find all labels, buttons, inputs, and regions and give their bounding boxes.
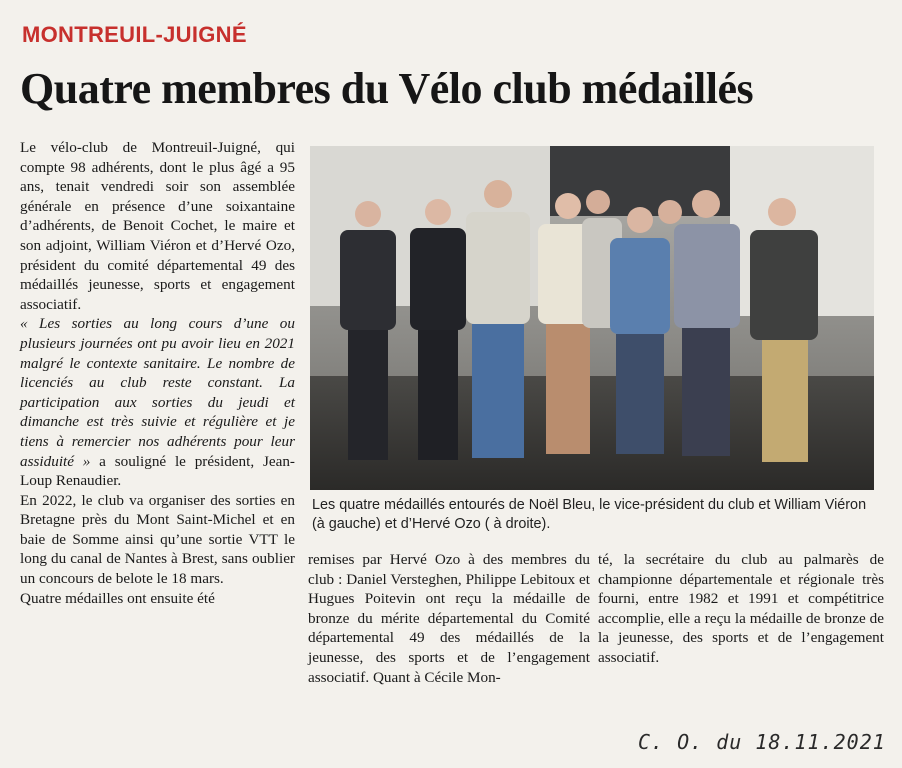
article-paragraph: En 2022, le club va organiser des sorties en Bretagne près du Mont Saint-Michel et en baie de Somme ainsi qu’une sortie VTT le long du canal de Nantes à Brest, sans oublier un concours de belote le 18 mars.: [20, 491, 295, 588]
photo-caption: Les quatre médaillés entourés de Noël Bleu, le vice-président du club et William Viéron (à gauche) et d’Hervé Ozo ( à droite).: [312, 497, 867, 532]
article-column-3: [598, 550, 884, 668]
handwritten-source-note: C. O. du 18.11.2021: [638, 730, 886, 754]
headline: Quatre membres du Vélo club médaillés: [20, 64, 754, 113]
article-paragraph: remises par Hervé Ozo à des membres du club : Daniel Versteghen, Philippe Lebitoux et Hugues Poitevin ont reçu la médaille de bronze du mérite départemental du Comité départemental 49 des médaillés de la jeunesse, des sports et de l’engagement associatif. Quant à Cécile Mon-: [308, 551, 590, 686]
section-kicker: MONTREUIL-JUIGNÉ: [22, 22, 247, 47]
article-quote-paragraph: [20, 314, 295, 490]
article-paragraph: Quatre médailles ont ensuite été: [20, 589, 215, 607]
president-quote: « Les sorties au long cours d’une ou plusieurs journées ont pu avoir lieu en 2021 malgré le contexte sanitaire. Le nombre de licenciés au club reste constant. La participation aux sorties du jeudi et dimanche est très suivie et régulière et je tiens à remercier nos adhérents pour leur assiduité »: [20, 315, 295, 470]
quote-attribution: a souligné le président, Jean-Loup Renaudier.: [20, 452, 295, 490]
group-photo: [310, 146, 874, 490]
article-paragraph: té, la secrétaire du club au palmarès de championne départementale et régionale très fourni, entre 1982 et 1991 et compétitrice accomplie, elle a reçu la médaille de bronze de la jeunesse, des sports et de l’engagement associatif.: [598, 551, 884, 666]
group-photo-illustration: [310, 146, 874, 490]
article-paragraph: Le vélo-club de Montreuil-Juigné, qui compte 98 adhérents, dont le plus âgé a 95 ans, tenait vendredi soir son assemblée générale en présence d’une soixantaine d’adhérents, de Benoit Cochet, le maire et son adjoint, William Viéron et d’Hervé Ozo, président du comité départemental 49 des médaillés jeunesse, sports et engagement associatif.: [20, 139, 295, 313]
article-column-1: [20, 138, 295, 608]
article-column-2: [308, 550, 590, 687]
